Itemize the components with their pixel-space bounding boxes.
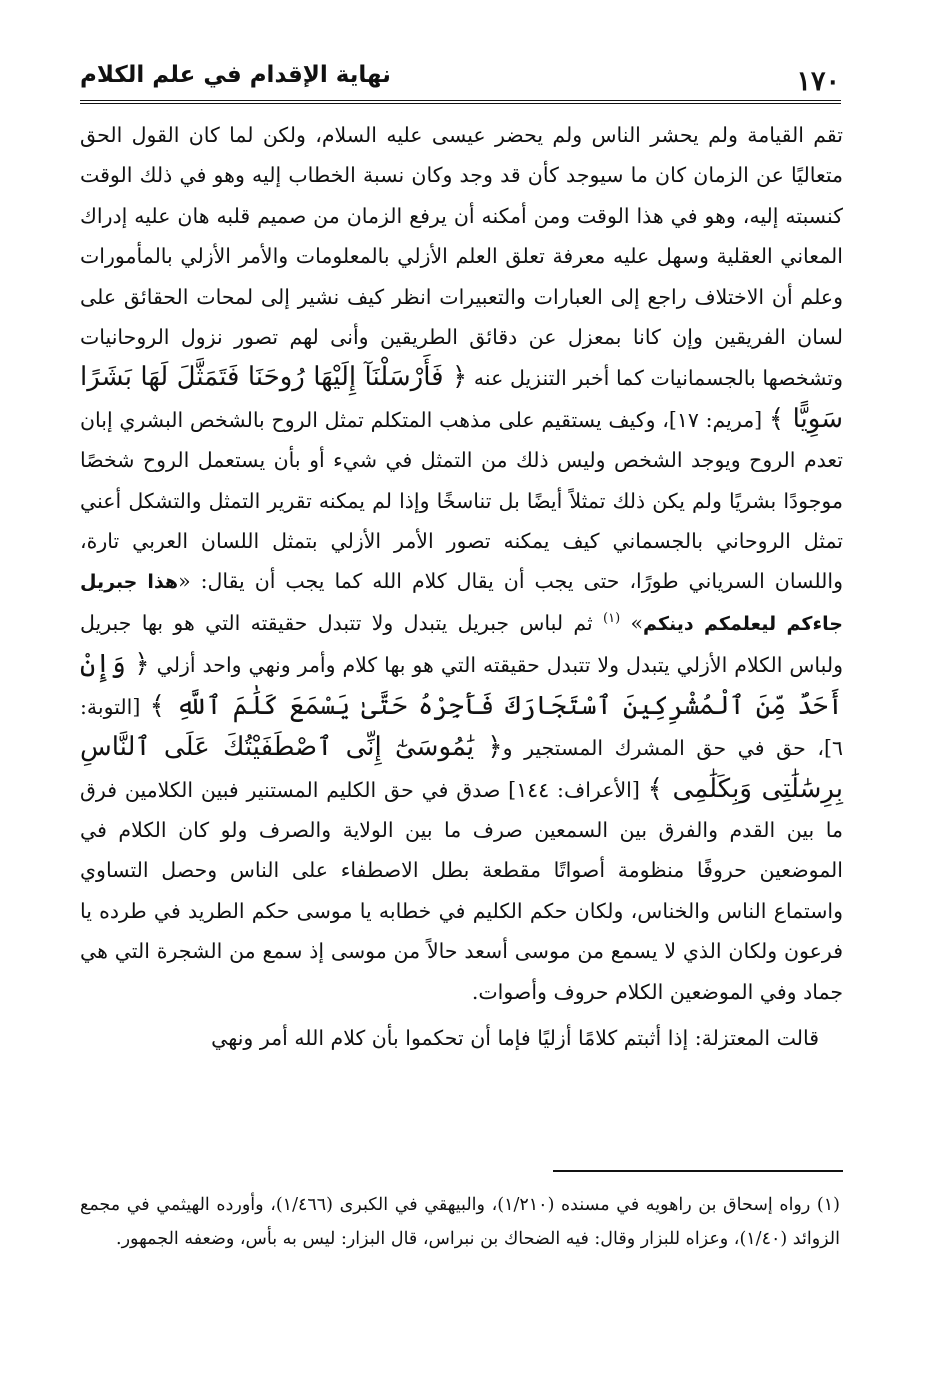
text-run: حق في حق المشرك المستجير و	[502, 736, 806, 761]
running-title: نهاية الإقدام في علم الكلام	[80, 62, 391, 88]
verse-reference: [الأعراف: ١٤٤]	[500, 777, 640, 802]
quran-verse-tawbah: ﴿ وَإِنْ أَحَدٌ مِّنَ ٱلْمُشْرِكِينَ ٱسْتَجَارَكَ فَأَجِرْهُ حَتَّىٰ يَسْمَعَ كَلَٰمَ ٱللَّهِ ﴾	[80, 649, 843, 721]
body-text	[80, 115, 843, 1058]
verse-reference: [مريم: ١٧]،	[655, 407, 763, 432]
paragraph-mutazila: قالت المعتزلة: إذا أثبتم كلامًا أزليًا فإما أن تحكموا بأن كلام الله أمر ونهي	[211, 1025, 819, 1050]
text-run: صدق في حق الكليم المستنير فبين الكلامين فرق ما بين القدم والفرق بين السمعين صرف ما بين الولاية والصرف ولو كان الكلام في الموضعين حروفًا منظومة أصواتًا مقطعة بطل الاصطفاء على الناس وحصل التساوي واستماع الناس والخناس، ولكان حكم الكليم في خطابه يا موسى حكم الطريد في طرده يا فرعون ولكان الذي لا يسمع من موسى أسعد حالاً من موسى إذ سمع من الشجرة التي هي جماد وفي الموضعين الكلام حروف وأصوات.	[80, 777, 843, 1004]
text-run: ثم لباس جبريل يتبدل ولا تتبدل حقيقته التي هو بها جبريل ولباس الكلام الأزلي يتبدل ولا تتبدل حقيقته التي هو بها كلام وأمر ونهي واحد أزلي	[80, 610, 843, 678]
quran-verse-maryam: ﴿ فَأَرْسَلْنَآ إِلَيْهَا رُوحَنَا فَتَمَثَّلَ لَهَا بَشَرًا سَوِيًّا ﴾	[80, 362, 843, 434]
text-run: وكيف يستقيم على مذهب المتكلم تمثل الروح بالشخص البشري إبان تعدم الروح ويوجد الشخص وليس ذلك من التمثل في شيء أو بأن يستعمل الروح شخصًا موجودًا بشريًا ولم يكن ذلك تمثلاً أيضًا بل تناسخًا وإذا لم يمكنه تقرير التمثل والتشكل أعني تمثل الروحاني بالجسماني كيف يمكنه تصور الأمر الأزلي بتمثل اللسان العربي تارة، واللسان السرياني طورًا، حتى يجب أن يقال كلام الله كما يجب أن يقال: «	[80, 407, 843, 594]
header-rule	[80, 100, 841, 104]
footnote-1: (١) رواه إسحاق بن راهويه في مسنده (١/٢١٠)، والبيهقي في الكبرى (١/٤٦٦)، وأورده الهيثمي في مجمع الزوائد (١/٤٠)، وعزاه للبزار وقال: فيه الضحاك بن نبراس، قال البزار: ليس به بأس، وضعفه الجمهور.	[80, 1195, 840, 1249]
text-run: تقم القيامة ولم يحشر الناس ولم يحضر عيسى عليه السلام، ولكن لما كان القول الحق متعاليًا عن الزمان كان ما سيوجد كأن قد وجد وكان نسبة الخطاب إليه وهو في ذلك الوقت كنسبته إليه، وهو في هذا الوقت ومن أمكنه أن يرفع الزمان من صميم قلبه هان عليه إدراك المعاني العقلية وسهل عليه معرفة تعلق العلم الأزلي بالمعلومات والأمر الأزلي بالمأمورات وعلم أن الاختلاف راجع إلى العبارات والتعبيرات انظر كيف نشير إلى لمحات الحقائق على لسان الفريقين وإن كانا بمعزل عن دقائق الطريقين وأنى لهم تصور نزول الروحانيات وتشخصها بالجسمانيات كما أخبر التنزيل عنه	[80, 123, 843, 391]
verse-reference: [التوبة: ٦]،	[80, 694, 843, 761]
footnote-rule	[553, 1170, 843, 1172]
footnotes	[80, 1188, 840, 1256]
paragraph-main	[80, 115, 843, 1012]
quote-close: »	[620, 610, 644, 635]
footnote-marker[interactable]: (١)	[603, 611, 621, 627]
page-header	[80, 50, 840, 100]
page-number: ١٧٠	[796, 66, 840, 97]
quran-verse-araf: ﴿ يَٰمُوسَىٰٓ إِنِّى ٱصْطَفَيْتُكَ عَلَى ٱلنَّاسِ بِرِسَٰلَٰتِى وَبِكَلَٰمِى ﴾	[80, 732, 843, 804]
hadith-quote: هذا جبريل جاءكم ليعلمكم دينكم	[80, 571, 843, 635]
